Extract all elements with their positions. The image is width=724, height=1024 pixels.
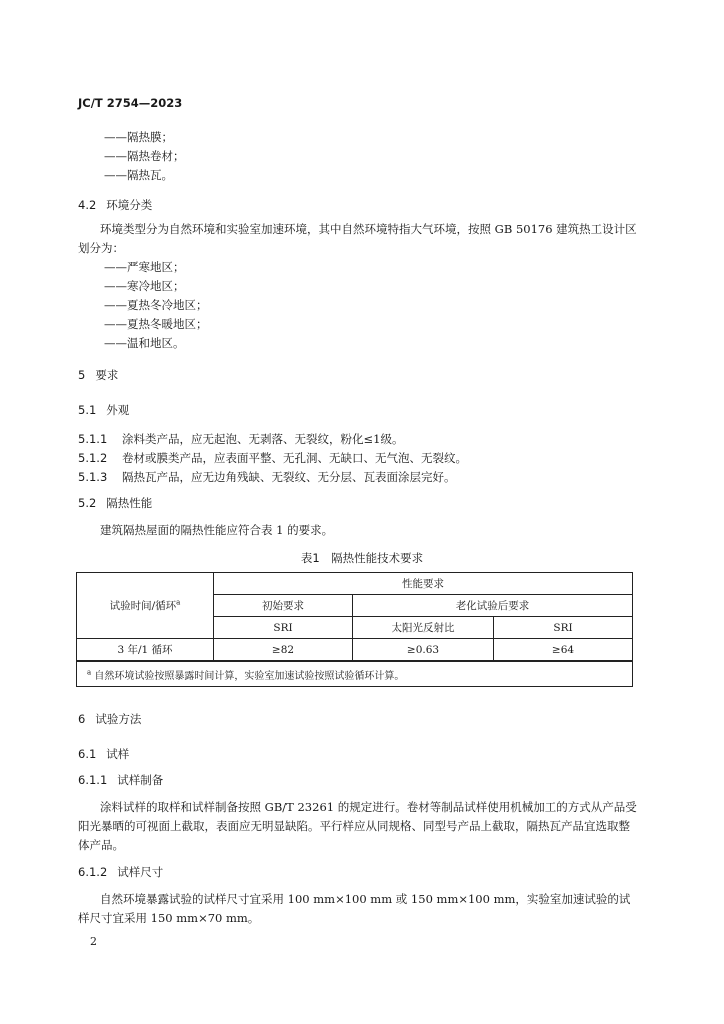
page-number: 2	[90, 935, 97, 948]
section-number: 5.1	[78, 403, 97, 417]
section-title: 要求	[95, 368, 119, 382]
list-item: ——温和地区。	[104, 336, 185, 350]
table-note: $^a$ 自然环境试验按照暴露时间计算，实验室加速试验按照试验循环计算。	[77, 661, 633, 687]
section-heading-6	[78, 711, 141, 727]
section-heading-5-1	[78, 402, 129, 418]
section-heading-6-1	[78, 746, 129, 762]
clause-5-1-3	[78, 469, 456, 485]
section-title: 试验方法	[95, 712, 142, 726]
table-header-performance: 性能要求	[214, 573, 633, 595]
section-title: 外观	[106, 403, 130, 417]
section-heading-6-1-2	[78, 864, 163, 880]
clause-5-1-2	[78, 450, 467, 466]
section-title: 试样	[106, 747, 130, 761]
clause-text: 卷材或膜类产品，应表面平整、无孔洞、无缺口、无气泡、无裂纹。	[122, 451, 467, 465]
section-number: 5.2	[78, 496, 97, 510]
list-item: ——寒冷地区；	[104, 279, 185, 293]
table-header-sri: SRI	[214, 617, 353, 639]
section-number: 6	[78, 712, 86, 726]
section-number: 6.1.2	[78, 865, 108, 879]
table-header-reflectance: 太阳光反射比	[353, 617, 494, 639]
list-item: ——隔热卷材；	[104, 149, 185, 163]
list-item: ——夏热冬暖地区；	[104, 317, 208, 331]
paragraph: 环境类型分为自然环境和实验室加速环境，其中自然环境特指大气环境，按照 GB 50176 建筑热工设计区划分为：	[78, 222, 637, 255]
section-heading-4-2	[78, 197, 152, 213]
table-header-aged: 老化试验后要求	[353, 595, 633, 617]
paragraph: 自然环境暴露试验的试样尺寸宜采用 100 mm×100 mm 或 150 mm×100 mm，实验室加速试验的试样尺寸宜采用 150 mm×70 mm。	[78, 892, 631, 925]
clause-text: 涂料类产品，应无起泡、无剥落、无裂纹，粉化≤1级。	[122, 432, 404, 446]
section-number: 5	[78, 368, 86, 382]
table-row	[77, 639, 633, 662]
section-number: 6.1	[78, 747, 97, 761]
section-number: 6.1.1	[78, 773, 108, 787]
list-item: ——隔热膜；	[104, 130, 173, 144]
clause-number: 5.1.3	[78, 470, 108, 484]
section-heading-5	[78, 367, 118, 383]
list-item: ——严寒地区；	[104, 260, 185, 274]
clause-number: 5.1.1	[78, 432, 108, 446]
section-number: 4.2	[78, 198, 97, 212]
table-cell: ≥0.63	[353, 639, 494, 662]
table-cell: ≥82	[214, 639, 353, 662]
table-cell: ≥64	[494, 639, 633, 662]
paragraph: 涂料试样的取样和试样制备按照 GB/T 23261 的规定进行。卷材等制品试样使用机械加工的方式从产品受阳光暴晒的可视面上截取，表面应无明显缺陷。平行样应从同规格、同型号产品上截取，隔热瓦产品宜选取整体产品。	[78, 800, 637, 852]
table-header-initial: 初始要求	[214, 595, 353, 617]
section-heading-5-2	[78, 495, 152, 511]
section-title: 试样尺寸	[117, 865, 164, 879]
paragraph: 建筑隔热屋面的隔热性能应符合表 1 的要求。	[100, 523, 334, 537]
table-cell-label: 3 年/1 循环	[77, 639, 214, 662]
list-item: ——隔热瓦。	[104, 168, 173, 182]
table-header-sri-aged: SRI	[494, 617, 633, 639]
clause-text: 隔热瓦产品，应无边角残缺、无裂纹、无分层、瓦表面涂层完好。	[122, 470, 456, 484]
table-header-test-time: 试验时间/循环$^a$	[77, 573, 214, 639]
section-heading-6-1-1	[78, 772, 163, 788]
clause-number: 5.1.2	[78, 451, 108, 465]
document-id: JC/T 2754—2023	[78, 96, 183, 110]
spec-table	[76, 572, 633, 687]
section-title: 试样制备	[117, 773, 164, 787]
section-title: 环境分类	[106, 198, 153, 212]
clause-5-1-1	[78, 431, 403, 447]
table-caption: 表1 隔热性能技术要求	[300, 551, 424, 565]
section-title: 隔热性能	[106, 496, 153, 510]
list-item: ——夏热冬冷地区；	[104, 298, 208, 312]
